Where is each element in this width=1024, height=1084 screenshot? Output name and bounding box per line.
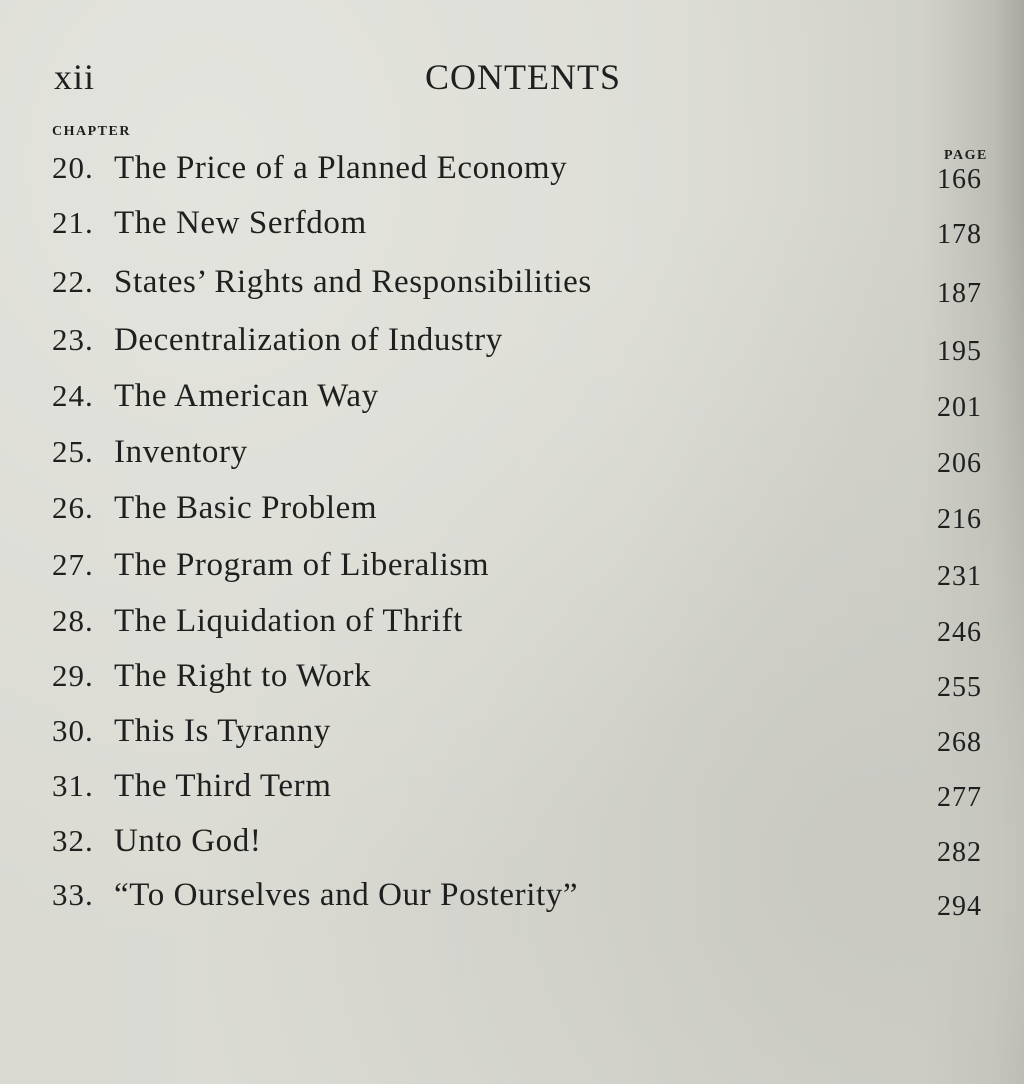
chapter-number: 21. xyxy=(52,205,94,240)
chapter-title: “To Ourselves and Our Posterity” xyxy=(114,877,579,913)
chapter-number: 30. xyxy=(52,713,94,748)
chapter-title: The Liquidation of Thrift xyxy=(114,603,463,639)
chapter-number: 25. xyxy=(52,434,94,469)
toc-entry xyxy=(52,823,982,867)
toc-entry xyxy=(52,322,982,366)
chapter-number: 24. xyxy=(52,378,94,413)
chapter-title: Decentralization of Industry xyxy=(114,322,503,358)
toc-entry xyxy=(52,713,982,757)
toc-entry xyxy=(52,768,982,812)
chapter-title: The Price of a Planned Economy xyxy=(114,150,568,186)
chapter-number: 33. xyxy=(52,877,94,912)
chapter-title: Inventory xyxy=(114,434,248,470)
toc-entry xyxy=(52,434,982,478)
page-number: 178 xyxy=(937,219,982,250)
chapter-title: This Is Tyranny xyxy=(114,713,331,749)
chapter-number: 31. xyxy=(52,768,94,803)
toc-entry xyxy=(52,547,982,591)
chapter-number: 23. xyxy=(52,322,94,357)
page-number: 277 xyxy=(937,782,982,813)
page-folio: xii xyxy=(54,57,96,97)
page-number: 216 xyxy=(937,504,982,535)
page-number: 201 xyxy=(937,392,982,423)
chapter-title: The Third Term xyxy=(114,768,332,804)
page-number: 206 xyxy=(937,448,982,479)
chapter-title: Unto God! xyxy=(114,823,262,859)
page-number: 195 xyxy=(937,336,982,367)
chapter-number: 27. xyxy=(52,547,94,582)
toc-entry xyxy=(52,205,982,249)
page-number: 246 xyxy=(937,617,982,648)
chapter-title: The New Serfdom xyxy=(114,205,367,241)
page-number: 187 xyxy=(937,278,982,309)
page-number: 268 xyxy=(937,727,982,758)
toc-entry xyxy=(52,264,982,308)
chapter-column-label: CHAPTER xyxy=(52,124,131,139)
page-number: 166 xyxy=(937,164,982,195)
chapter-title: States’ Rights and Responsibilities xyxy=(114,264,592,300)
chapter-number: 29. xyxy=(52,658,94,693)
chapter-title: The Program of Liberalism xyxy=(114,547,490,583)
chapter-number: 20. xyxy=(52,150,94,185)
page-number: 282 xyxy=(937,837,982,868)
page-title: CONTENTS xyxy=(425,57,621,97)
toc-entry xyxy=(52,490,982,534)
chapter-number: 28. xyxy=(52,603,94,638)
page-number: 231 xyxy=(937,561,982,592)
chapter-title: The American Way xyxy=(114,378,379,414)
page-number: 294 xyxy=(937,891,982,922)
chapter-number: 22. xyxy=(52,264,94,299)
chapter-title: The Right to Work xyxy=(114,658,372,694)
toc-entry xyxy=(52,877,982,921)
toc-entry xyxy=(52,378,982,422)
chapter-number: 26. xyxy=(52,490,94,525)
chapter-title: The Basic Problem xyxy=(114,490,378,526)
page-column-label: PAGE xyxy=(944,148,988,163)
page-number: 255 xyxy=(937,672,982,703)
toc-entry xyxy=(52,658,982,702)
toc-entry xyxy=(52,150,982,194)
chapter-number: 32. xyxy=(52,823,94,858)
toc-entry xyxy=(52,603,982,647)
